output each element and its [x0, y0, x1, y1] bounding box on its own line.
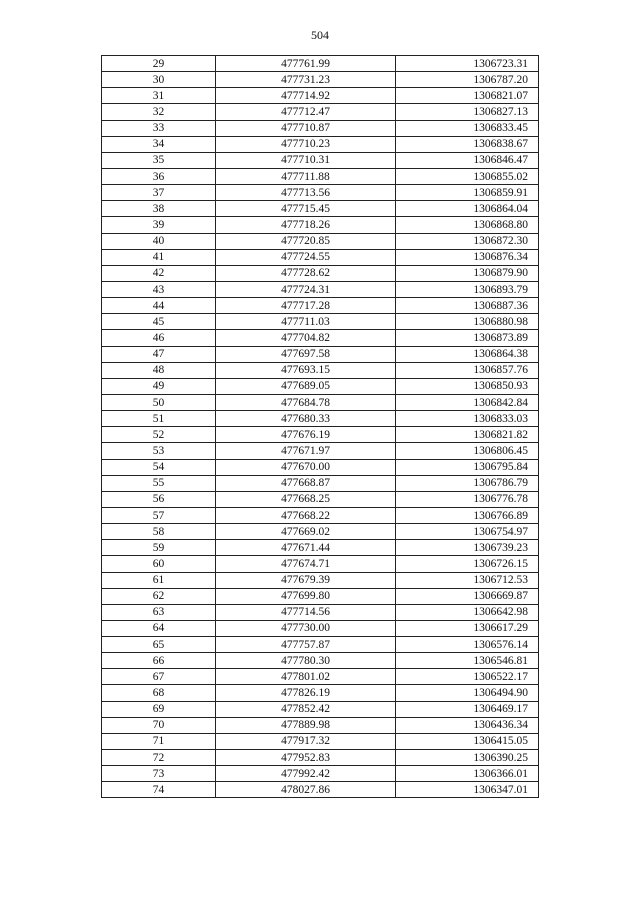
point-number-cell: 52	[102, 427, 216, 443]
point-number-cell: 33	[102, 120, 216, 136]
point-number-cell: 74	[102, 782, 216, 798]
x-coordinate-cell: 477889.98	[216, 717, 396, 733]
y-coordinate-cell: 1306842.84	[396, 394, 539, 410]
y-coordinate-cell: 1306868.80	[396, 217, 539, 233]
table-row	[102, 152, 539, 168]
y-coordinate-cell: 1306806.45	[396, 443, 539, 459]
x-coordinate-cell: 477668.22	[216, 507, 396, 523]
x-coordinate-cell: 477710.23	[216, 136, 396, 152]
point-number-cell: 71	[102, 733, 216, 749]
x-coordinate-cell: 477679.39	[216, 572, 396, 588]
point-number-cell: 34	[102, 136, 216, 152]
y-coordinate-cell: 1306776.78	[396, 491, 539, 507]
y-coordinate-cell: 1306838.67	[396, 136, 539, 152]
y-coordinate-cell: 1306880.98	[396, 314, 539, 330]
table-row	[102, 185, 539, 201]
table-row	[102, 233, 539, 249]
x-coordinate-cell: 477714.56	[216, 604, 396, 620]
y-coordinate-cell: 1306642.98	[396, 604, 539, 620]
point-number-cell: 32	[102, 104, 216, 120]
x-coordinate-cell: 477711.03	[216, 314, 396, 330]
table-row	[102, 717, 539, 733]
y-coordinate-cell: 1306887.36	[396, 298, 539, 314]
table-row	[102, 685, 539, 701]
table-row	[102, 669, 539, 685]
x-coordinate-cell: 477684.78	[216, 394, 396, 410]
y-coordinate-cell: 1306787.20	[396, 72, 539, 88]
point-number-cell: 55	[102, 475, 216, 491]
point-number-cell: 43	[102, 281, 216, 297]
x-coordinate-cell: 477714.92	[216, 88, 396, 104]
x-coordinate-cell: 477713.56	[216, 185, 396, 201]
table-row	[102, 524, 539, 540]
point-number-cell: 31	[102, 88, 216, 104]
point-number-cell: 44	[102, 298, 216, 314]
table-row	[102, 733, 539, 749]
table-row	[102, 120, 539, 136]
table-row	[102, 604, 539, 620]
x-coordinate-cell: 477704.82	[216, 330, 396, 346]
table-row	[102, 427, 539, 443]
point-number-cell: 67	[102, 669, 216, 685]
y-coordinate-cell: 1306855.02	[396, 168, 539, 184]
table-row	[102, 540, 539, 556]
y-coordinate-cell: 1306669.87	[396, 588, 539, 604]
table-row	[102, 201, 539, 217]
point-number-cell: 30	[102, 72, 216, 88]
table-row	[102, 56, 539, 72]
x-coordinate-cell: 477717.28	[216, 298, 396, 314]
point-number-cell: 65	[102, 637, 216, 653]
point-number-cell: 56	[102, 491, 216, 507]
x-coordinate-cell: 477671.97	[216, 443, 396, 459]
table-row	[102, 411, 539, 427]
y-coordinate-cell: 1306821.82	[396, 427, 539, 443]
table-row	[102, 72, 539, 88]
point-number-cell: 48	[102, 362, 216, 378]
x-coordinate-cell: 477731.23	[216, 72, 396, 88]
y-coordinate-cell: 1306859.91	[396, 185, 539, 201]
point-number-cell: 36	[102, 168, 216, 184]
y-coordinate-cell: 1306821.07	[396, 88, 539, 104]
table-row	[102, 620, 539, 636]
x-coordinate-cell: 477801.02	[216, 669, 396, 685]
y-coordinate-cell: 1306576.14	[396, 637, 539, 653]
point-number-cell: 49	[102, 378, 216, 394]
y-coordinate-cell: 1306546.81	[396, 653, 539, 669]
table-row	[102, 394, 539, 410]
y-coordinate-cell: 1306739.23	[396, 540, 539, 556]
x-coordinate-cell: 477676.19	[216, 427, 396, 443]
y-coordinate-cell: 1306879.90	[396, 265, 539, 281]
x-coordinate-cell: 477711.88	[216, 168, 396, 184]
point-number-cell: 37	[102, 185, 216, 201]
table-row	[102, 378, 539, 394]
y-coordinate-cell: 1306857.76	[396, 362, 539, 378]
point-number-cell: 47	[102, 346, 216, 362]
x-coordinate-cell: 477699.80	[216, 588, 396, 604]
point-number-cell: 70	[102, 717, 216, 733]
table-row	[102, 475, 539, 491]
point-number-cell: 54	[102, 459, 216, 475]
point-number-cell: 46	[102, 330, 216, 346]
y-coordinate-cell: 1306766.89	[396, 507, 539, 523]
x-coordinate-cell: 477674.71	[216, 556, 396, 572]
table-row	[102, 491, 539, 507]
x-coordinate-cell: 477693.15	[216, 362, 396, 378]
point-number-cell: 61	[102, 572, 216, 588]
x-coordinate-cell: 477718.26	[216, 217, 396, 233]
y-coordinate-cell: 1306795.84	[396, 459, 539, 475]
x-coordinate-cell: 477992.42	[216, 766, 396, 782]
x-coordinate-cell: 477689.05	[216, 378, 396, 394]
x-coordinate-cell: 477917.32	[216, 733, 396, 749]
y-coordinate-cell: 1306833.03	[396, 411, 539, 427]
point-number-cell: 51	[102, 411, 216, 427]
x-coordinate-cell: 477724.31	[216, 281, 396, 297]
table-row	[102, 330, 539, 346]
point-number-cell: 50	[102, 394, 216, 410]
x-coordinate-cell: 477668.25	[216, 491, 396, 507]
page-number: 504	[311, 28, 329, 42]
y-coordinate-cell: 1306494.90	[396, 685, 539, 701]
x-coordinate-cell: 477730.00	[216, 620, 396, 636]
y-coordinate-cell: 1306876.34	[396, 249, 539, 265]
point-number-cell: 73	[102, 766, 216, 782]
point-number-cell: 66	[102, 653, 216, 669]
point-number-cell: 62	[102, 588, 216, 604]
x-coordinate-cell: 477724.55	[216, 249, 396, 265]
y-coordinate-cell: 1306846.47	[396, 152, 539, 168]
y-coordinate-cell: 1306436.34	[396, 717, 539, 733]
table-row	[102, 750, 539, 766]
x-coordinate-cell: 477712.47	[216, 104, 396, 120]
x-coordinate-cell: 477780.30	[216, 653, 396, 669]
point-number-cell: 29	[102, 56, 216, 72]
y-coordinate-cell: 1306873.89	[396, 330, 539, 346]
x-coordinate-cell: 478027.86	[216, 782, 396, 798]
table-row	[102, 346, 539, 362]
x-coordinate-cell: 477757.87	[216, 637, 396, 653]
point-number-cell: 39	[102, 217, 216, 233]
x-coordinate-cell: 477852.42	[216, 701, 396, 717]
x-coordinate-cell: 477728.62	[216, 265, 396, 281]
point-number-cell: 40	[102, 233, 216, 249]
table-row	[102, 782, 539, 798]
table-row	[102, 281, 539, 297]
table-row	[102, 168, 539, 184]
x-coordinate-cell: 477720.85	[216, 233, 396, 249]
point-number-cell: 53	[102, 443, 216, 459]
x-coordinate-cell: 477715.45	[216, 201, 396, 217]
coordinates-table-body	[102, 56, 539, 798]
y-coordinate-cell: 1306833.45	[396, 120, 539, 136]
y-coordinate-cell: 1306617.29	[396, 620, 539, 636]
x-coordinate-cell: 477669.02	[216, 524, 396, 540]
y-coordinate-cell: 1306712.53	[396, 572, 539, 588]
point-number-cell: 58	[102, 524, 216, 540]
point-number-cell: 64	[102, 620, 216, 636]
y-coordinate-cell: 1306469.17	[396, 701, 539, 717]
x-coordinate-cell: 477761.99	[216, 56, 396, 72]
x-coordinate-cell: 477670.00	[216, 459, 396, 475]
table-row	[102, 637, 539, 653]
x-coordinate-cell: 477710.31	[216, 152, 396, 168]
table-row	[102, 701, 539, 717]
y-coordinate-cell: 1306723.31	[396, 56, 539, 72]
x-coordinate-cell: 477671.44	[216, 540, 396, 556]
table-row	[102, 588, 539, 604]
table-row	[102, 104, 539, 120]
y-coordinate-cell: 1306864.38	[396, 346, 539, 362]
y-coordinate-cell: 1306754.97	[396, 524, 539, 540]
table-row	[102, 507, 539, 523]
table-row	[102, 362, 539, 378]
table-row	[102, 136, 539, 152]
y-coordinate-cell: 1306390.25	[396, 750, 539, 766]
x-coordinate-cell: 477697.58	[216, 346, 396, 362]
point-number-cell: 63	[102, 604, 216, 620]
point-number-cell: 60	[102, 556, 216, 572]
point-number-cell: 42	[102, 265, 216, 281]
table-row	[102, 459, 539, 475]
table-row	[102, 298, 539, 314]
table-row	[102, 88, 539, 104]
y-coordinate-cell: 1306522.17	[396, 669, 539, 685]
point-number-cell: 68	[102, 685, 216, 701]
y-coordinate-cell: 1306726.15	[396, 556, 539, 572]
point-number-cell: 45	[102, 314, 216, 330]
table-row	[102, 556, 539, 572]
x-coordinate-cell: 477710.87	[216, 120, 396, 136]
y-coordinate-cell: 1306366.01	[396, 766, 539, 782]
point-number-cell: 35	[102, 152, 216, 168]
point-number-cell: 57	[102, 507, 216, 523]
y-coordinate-cell: 1306850.93	[396, 378, 539, 394]
x-coordinate-cell: 477952.83	[216, 750, 396, 766]
point-number-cell: 41	[102, 249, 216, 265]
point-number-cell: 59	[102, 540, 216, 556]
y-coordinate-cell: 1306827.13	[396, 104, 539, 120]
table-row	[102, 572, 539, 588]
y-coordinate-cell: 1306893.79	[396, 281, 539, 297]
table-row	[102, 265, 539, 281]
y-coordinate-cell: 1306347.01	[396, 782, 539, 798]
y-coordinate-cell: 1306864.04	[396, 201, 539, 217]
table-row	[102, 217, 539, 233]
x-coordinate-cell: 477680.33	[216, 411, 396, 427]
table-row	[102, 314, 539, 330]
table-row	[102, 249, 539, 265]
x-coordinate-cell: 477668.87	[216, 475, 396, 491]
point-number-cell: 38	[102, 201, 216, 217]
table-row	[102, 766, 539, 782]
x-coordinate-cell: 477826.19	[216, 685, 396, 701]
table-row	[102, 653, 539, 669]
coordinates-table	[101, 55, 539, 798]
y-coordinate-cell: 1306786.79	[396, 475, 539, 491]
point-number-cell: 72	[102, 750, 216, 766]
y-coordinate-cell: 1306415.05	[396, 733, 539, 749]
y-coordinate-cell: 1306872.30	[396, 233, 539, 249]
point-number-cell: 69	[102, 701, 216, 717]
table-row	[102, 443, 539, 459]
